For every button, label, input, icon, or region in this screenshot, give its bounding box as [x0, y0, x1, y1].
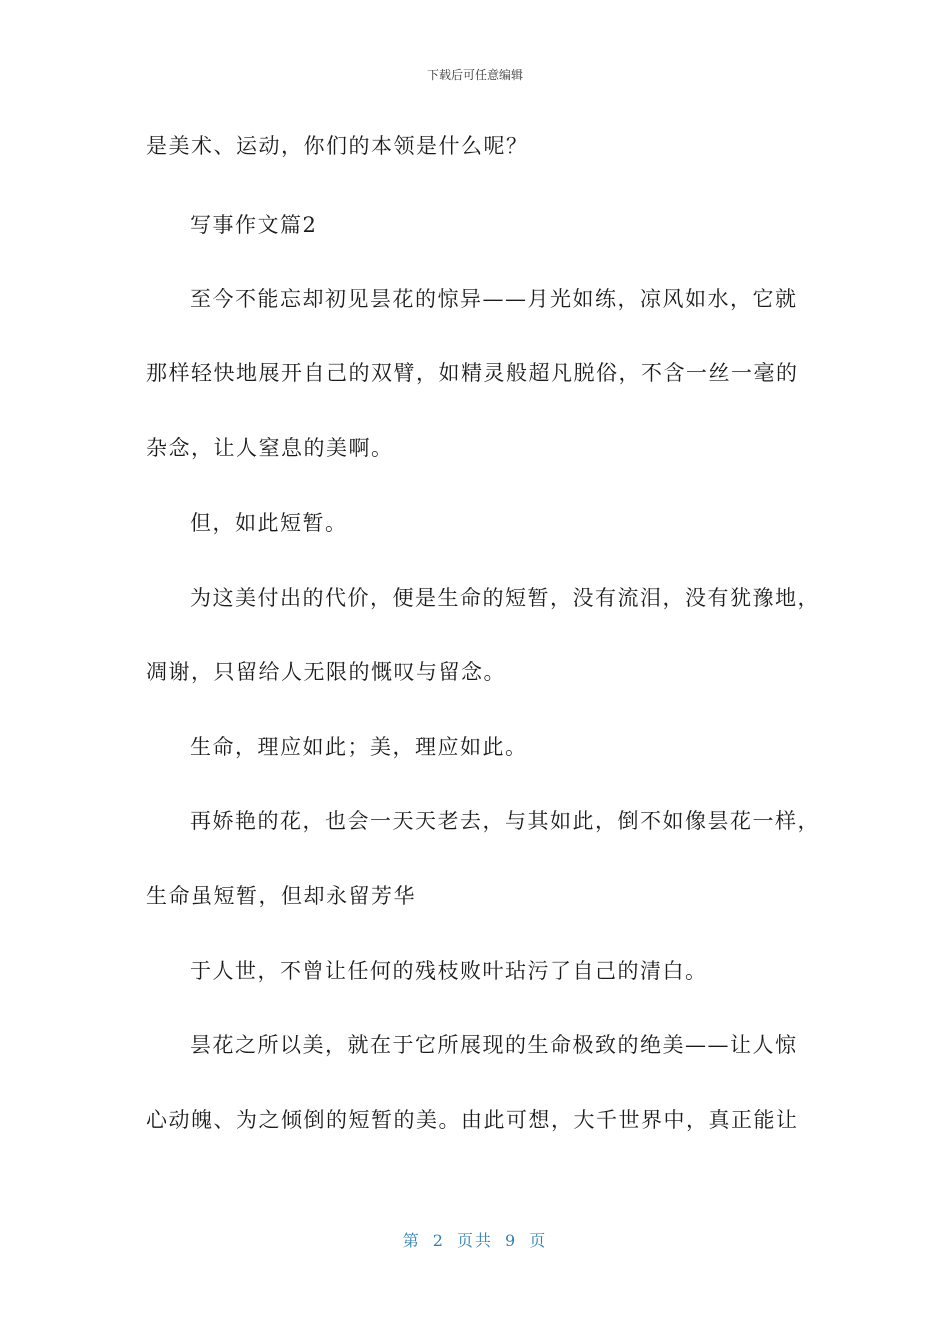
page-header: 下载后可任意编辑 — [426, 68, 523, 82]
text-line: 于人世，不曾让任何的残枝败叶玷污了自己的清白。 — [190, 959, 708, 983]
text-line: 是美术、运动，你们的本领是什么呢？ — [146, 134, 529, 158]
text-line: 但，如此短暂。 — [190, 511, 348, 535]
footer-total-pages: 9 — [505, 1231, 518, 1250]
text-line: 那样轻快地展开自己的双臂，如精灵般超凡脱俗，不含一丝一毫的 — [146, 361, 799, 385]
text-line: 至今不能忘却初见昙花的惊异——月光如练，凉风如水，它就 — [190, 287, 798, 311]
text-line: 生命，理应如此；美，理应如此。 — [190, 735, 528, 759]
footer-middle: 页共 — [456, 1231, 493, 1250]
text-line: 生命虽短暂，但却永留芳华 — [146, 884, 416, 908]
page-footer — [0, 1228, 950, 1251]
text-line: 为这美付出的代价，便是生命的短暂，没有流泪，没有犹豫地， — [190, 586, 820, 610]
footer-page-number: 2 — [432, 1231, 445, 1250]
text-line: 杂念，让人窒息的美啊。 — [146, 436, 394, 460]
text-line: 心动魄、为之倾倒的短暂的美。由此可想，大千世界中，真正能让 — [146, 1108, 799, 1132]
text-line: 再娇艳的花，也会一天天老去，与其如此，倒不如像昙花一样， — [190, 809, 820, 833]
text-line: 昙花之所以美，就在于它所展现的生命极致的绝美——让人惊 — [190, 1033, 798, 1057]
footer-suffix: 页 — [529, 1231, 548, 1250]
text-line: 凋谢，只留给人无限的慨叹与留念。 — [146, 660, 506, 684]
section-heading: 写事作文篇2 — [190, 213, 318, 237]
footer-prefix: 第 — [402, 1231, 421, 1250]
